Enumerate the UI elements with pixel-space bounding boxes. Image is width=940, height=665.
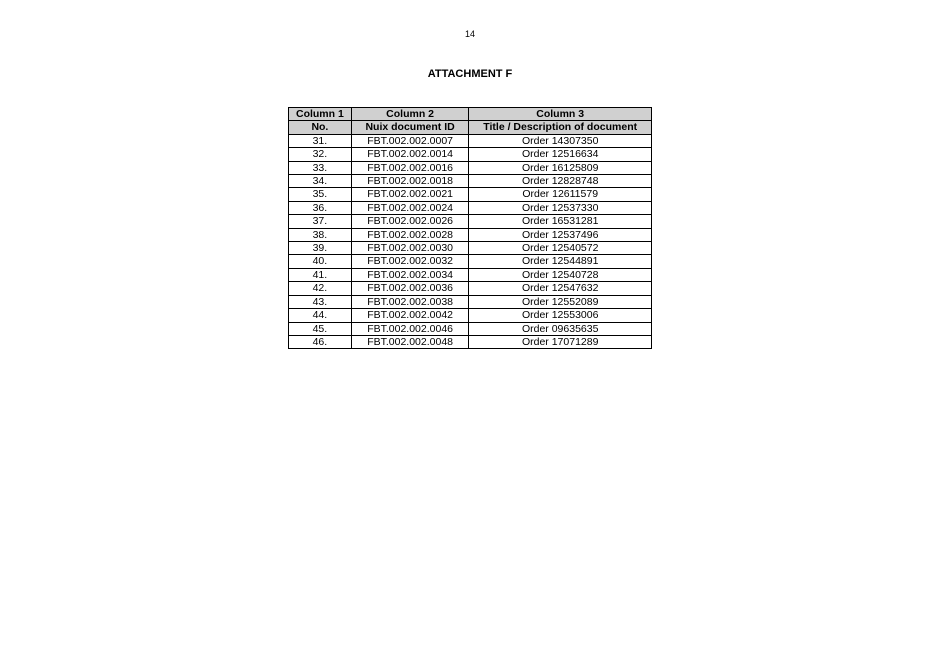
header-nuix-document-id: Nuix document ID [351,121,469,134]
table-row [289,228,652,241]
document-title-cell: Order 12552089 [469,295,652,308]
header-row-column-names [289,108,652,121]
table-row [289,161,652,174]
document-id-cell: FBT.002.002.0014 [351,148,469,161]
document-title-cell: Order 09635635 [469,322,652,335]
table-row [289,188,652,201]
attachment-title: ATTACHMENT F [427,68,513,80]
row-number-cell: 33. [289,161,352,174]
document-id-cell: FBT.002.002.0028 [351,228,469,241]
document-id-cell: FBT.002.002.0016 [351,161,469,174]
document-title-cell: Order 17071289 [469,335,652,348]
table-row [289,201,652,214]
document-title-cell: Order 14307350 [469,134,652,147]
document-id-cell: FBT.002.002.0021 [351,188,469,201]
document-title-cell: Order 16531281 [469,215,652,228]
document-id-cell: FBT.002.002.0048 [351,335,469,348]
row-number-cell: 45. [289,322,352,335]
row-number-cell: 34. [289,175,352,188]
header-row-descriptions [289,121,652,134]
document-id-cell: FBT.002.002.0007 [351,134,469,147]
attachment-table [288,107,652,349]
row-number-cell: 41. [289,268,352,281]
row-number-cell: 31. [289,134,352,147]
document-title-cell: Order 12547632 [469,282,652,295]
header-column-3: Column 3 [469,108,652,121]
header-no: No. [289,121,352,134]
row-number-cell: 38. [289,228,352,241]
table-row [289,335,652,348]
row-number-cell: 42. [289,282,352,295]
document-id-cell: FBT.002.002.0026 [351,215,469,228]
row-number-cell: 36. [289,201,352,214]
document-title-cell: Order 16125809 [469,161,652,174]
document-title-cell: Order 12516634 [469,148,652,161]
document-id-cell: FBT.002.002.0018 [351,175,469,188]
document-id-cell: FBT.002.002.0046 [351,322,469,335]
header-column-1: Column 1 [289,108,352,121]
document-title-cell: Order 12537496 [469,228,652,241]
document-title-cell: Order 12553006 [469,309,652,322]
table-row [289,309,652,322]
row-number-cell: 37. [289,215,352,228]
document-title-cell: Order 12540728 [469,268,652,281]
row-number-cell: 35. [289,188,352,201]
row-number-cell: 32. [289,148,352,161]
table-row [289,268,652,281]
row-number-cell: 39. [289,242,352,255]
table-body [289,134,652,349]
document-id-cell: FBT.002.002.0034 [351,268,469,281]
table-row [289,322,652,335]
document-id-cell: FBT.002.002.0024 [351,201,469,214]
header-title-description: Title / Description of document [469,121,652,134]
document-id-cell: FBT.002.002.0038 [351,295,469,308]
table-row [289,148,652,161]
table-row [289,282,652,295]
table-row [289,255,652,268]
table-row [289,134,652,147]
document-id-cell: FBT.002.002.0032 [351,255,469,268]
table-header [289,108,652,135]
row-number-cell: 46. [289,335,352,348]
table-row [289,242,652,255]
document-title-cell: Order 12828748 [469,175,652,188]
header-column-2: Column 2 [351,108,469,121]
table-row [289,175,652,188]
page-number: 14 [464,29,475,39]
document-id-cell: FBT.002.002.0042 [351,309,469,322]
table-row [289,215,652,228]
document-id-cell: FBT.002.002.0030 [351,242,469,255]
document-title-cell: Order 12537330 [469,201,652,214]
document-title-cell: Order 12544891 [469,255,652,268]
document-title-cell: Order 12611579 [469,188,652,201]
row-number-cell: 40. [289,255,352,268]
document-id-cell: FBT.002.002.0036 [351,282,469,295]
row-number-cell: 44. [289,309,352,322]
table-row [289,295,652,308]
row-number-cell: 43. [289,295,352,308]
document-title-cell: Order 12540572 [469,242,652,255]
